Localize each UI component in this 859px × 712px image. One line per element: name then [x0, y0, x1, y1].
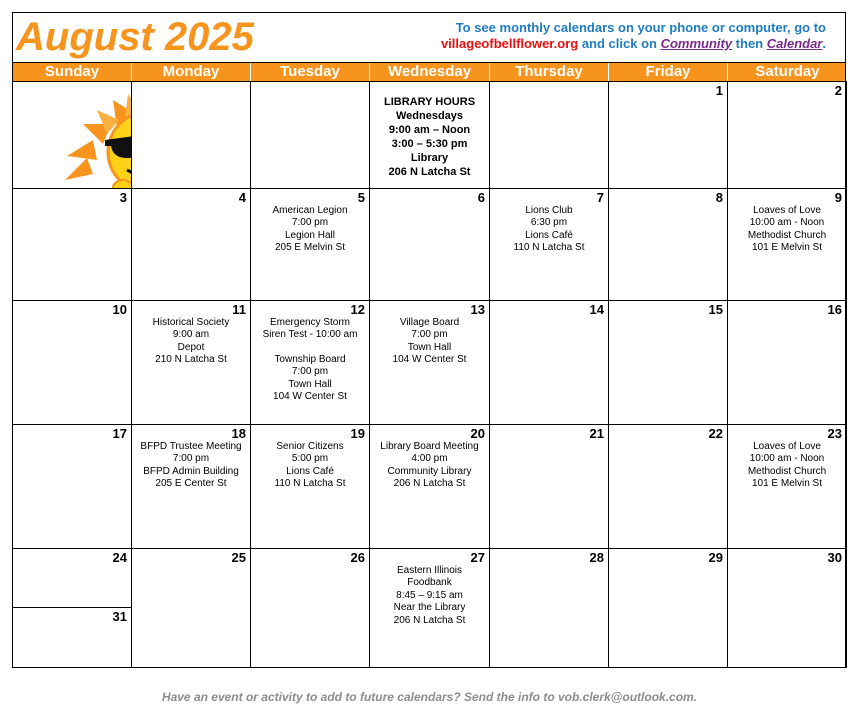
- event-library-board-meeting: [370, 441, 489, 491]
- event-senior-citizens: [251, 441, 369, 491]
- header-note-line1: To see monthly calendars on your phone or computer, go to: [455, 20, 826, 35]
- day-number: 5: [357, 190, 365, 205]
- event-village-board: [370, 317, 489, 367]
- event-line: 10:00 am - Noon: [749, 453, 825, 465]
- library-hours-afternoon: 3:00 – 5:30 pm: [391, 138, 468, 150]
- library-hours-morning: 9:00 am – Noon: [388, 124, 471, 136]
- library-hours-address: 206 N Latcha St: [388, 166, 471, 178]
- weekday-saturday: Saturday: [755, 63, 820, 80]
- day-cell: [132, 548, 251, 668]
- weekday-monday: Monday: [132, 63, 251, 81]
- day-cell-empty: [13, 81, 132, 188]
- event-line: Community Library: [387, 465, 472, 477]
- event-line: 110 N Latcha St: [274, 478, 346, 490]
- event-line: American Legion: [272, 205, 348, 216]
- event-line: Depot: [177, 341, 205, 353]
- library-hours-cell: [370, 81, 490, 188]
- library-hours-day: Wednesdays: [395, 110, 464, 122]
- event-line: 8:45 – 9:15 am: [396, 589, 463, 601]
- event-line: Senior Citizens: [276, 441, 344, 452]
- weekday-friday: Friday: [609, 63, 728, 81]
- event-line: 206 N Latcha St: [393, 478, 466, 490]
- day-cell: [728, 188, 847, 300]
- day-number: 7: [596, 190, 604, 205]
- day-cell: [132, 300, 251, 424]
- day-number: 30: [827, 550, 842, 565]
- event-line: 210 N Latcha St: [155, 354, 227, 366]
- day-cell-empty: [490, 81, 609, 188]
- library-hours-heading: LIBRARY HOURS: [383, 96, 476, 108]
- event-line: Emergency Storm: [269, 317, 351, 328]
- header-note: [380, 20, 826, 52]
- event-line: Lions Café: [286, 465, 334, 477]
- event-line: Loaves of Love: [753, 441, 821, 452]
- event-historical-society: [132, 317, 250, 367]
- day-cell: [370, 424, 490, 548]
- event-eastern-illinois-foodbank: [370, 565, 489, 627]
- event-line: BFPD Trustee Meeting: [140, 441, 242, 452]
- footer-note: Have an event or activity to add to future calendars? Send the info to vob.clerk@outlook.com.: [161, 690, 698, 704]
- day-cell: [728, 81, 847, 188]
- day-number: 13: [470, 302, 485, 317]
- day-number: 27: [470, 550, 485, 565]
- day-cell: [13, 424, 132, 548]
- day-number: 15: [708, 302, 723, 317]
- weekday-thursday: Thursday: [490, 63, 609, 81]
- event-line: Siren Test - 10:00 am: [262, 329, 358, 341]
- day-number: 28: [589, 550, 604, 565]
- weekday-header-row: [12, 62, 846, 82]
- event-line: Loaves of Love: [753, 205, 821, 216]
- event-line: Eastern Illinois: [396, 565, 463, 576]
- event-line: BFPD Admin Building: [143, 465, 239, 477]
- day-number: 18: [231, 426, 246, 441]
- event-line: 7:00 pm: [291, 217, 329, 229]
- event-line: 6:30 pm: [530, 217, 568, 229]
- day-number: 31: [112, 609, 127, 624]
- event-line: Methodist Church: [747, 465, 827, 477]
- day-cell-empty: [132, 81, 251, 188]
- day-number: 29: [708, 550, 723, 565]
- day-cell: [609, 81, 728, 188]
- day-cell: [251, 188, 370, 300]
- header-note-then: then: [732, 36, 767, 51]
- event-line: Legion Hall: [284, 229, 336, 241]
- day-number: 4: [238, 190, 246, 205]
- event-line: 7:00 pm: [411, 329, 448, 341]
- day-cell: [609, 548, 728, 668]
- event-spacer: [253, 342, 367, 354]
- event-line: Village Board: [399, 317, 460, 328]
- weekday-sunday: Sunday: [13, 63, 132, 81]
- day-cell: [609, 424, 728, 548]
- event-line: Town Hall: [407, 341, 452, 353]
- day-number: 16: [827, 302, 842, 317]
- event-line: 110 N Latcha St: [513, 242, 585, 254]
- sun-with-sunglasses-icon: [53, 88, 132, 188]
- day-cell: [728, 300, 847, 424]
- day-number: 23: [827, 426, 842, 441]
- day-number: 26: [350, 550, 365, 565]
- event-line: Lions Café: [525, 229, 573, 241]
- library-hours-info: [370, 95, 489, 179]
- day-cell: [251, 300, 370, 424]
- event-line: Township Board: [274, 353, 346, 365]
- day-number: 2: [834, 83, 842, 98]
- day-cell-split: [13, 548, 132, 668]
- split-divider: [13, 607, 131, 608]
- library-hours-place: Library: [410, 152, 449, 164]
- event-line: 205 E Center St: [155, 478, 227, 490]
- calendar-link[interactable]: Calendar: [766, 36, 823, 51]
- day-cell: [490, 424, 609, 548]
- day-number: 11: [232, 302, 246, 317]
- event-american-legion: [251, 205, 369, 255]
- header-note-mid: and click on: [578, 36, 661, 51]
- day-number: 3: [119, 190, 127, 205]
- day-number: 12: [350, 302, 365, 317]
- event-line: 104 W Center St: [392, 354, 467, 366]
- day-number: 22: [708, 426, 723, 441]
- day-cell: [609, 300, 728, 424]
- day-number: 14: [589, 302, 604, 317]
- day-cell-empty: [251, 81, 370, 188]
- event-loaves-of-love: [728, 205, 846, 255]
- event-line: 101 E Melvin St: [751, 242, 823, 254]
- day-cell: [251, 548, 370, 668]
- day-number: 25: [231, 550, 246, 565]
- event-line: 101 E Melvin St: [751, 478, 823, 490]
- day-cell: [13, 188, 132, 300]
- event-line: Historical Society: [152, 317, 230, 328]
- event-lions-club: [490, 205, 608, 255]
- event-line: 206 N Latcha St: [393, 614, 466, 626]
- event-line: 7:00 pm: [172, 453, 210, 465]
- event-line: 104 W Center St: [273, 391, 347, 403]
- day-cell: [13, 300, 132, 424]
- event-line: 205 E Melvin St: [274, 242, 346, 254]
- day-cell: [370, 188, 490, 300]
- day-number: 17: [112, 426, 127, 441]
- page-title: August 2025: [16, 15, 254, 59]
- event-line: Library Board Meeting: [380, 441, 479, 452]
- event-siren-test-and-township-board: [251, 317, 369, 403]
- day-cell: [132, 188, 251, 300]
- day-number: 8: [715, 190, 723, 205]
- day-cell: [728, 548, 847, 668]
- day-cell: [490, 548, 609, 668]
- website-link[interactable]: villageofbellflower.org: [440, 36, 579, 51]
- event-loaves-of-love: [728, 441, 846, 491]
- event-line: Methodist Church: [747, 229, 827, 241]
- weekday-wednesday: Wednesday: [370, 63, 490, 81]
- day-number: 21: [589, 426, 604, 441]
- day-number: 20: [470, 426, 485, 441]
- weekday-tuesday: Tuesday: [251, 63, 370, 81]
- event-line: Town Hall: [288, 378, 332, 390]
- day-number: 10: [112, 302, 127, 317]
- event-line: 10:00 am - Noon: [749, 217, 825, 229]
- day-cell: [728, 424, 847, 548]
- event-line: Near the Library: [393, 602, 466, 614]
- calendar-grid: [12, 81, 846, 668]
- event-line: 4:00 pm: [411, 453, 448, 465]
- day-cell: [251, 424, 370, 548]
- day-cell: [490, 300, 609, 424]
- event-line: 5:00 pm: [291, 453, 329, 465]
- day-cell: [370, 300, 490, 424]
- header-note-end: .: [822, 36, 826, 51]
- community-link[interactable]: Community: [660, 36, 733, 51]
- day-cell: [370, 548, 490, 668]
- day-cell: [132, 424, 251, 548]
- event-line: 7:00 pm: [291, 366, 329, 378]
- day-number: 1: [715, 83, 723, 98]
- header-note-line2: [380, 36, 826, 52]
- event-line: Foodbank: [407, 577, 452, 589]
- day-number: 9: [834, 190, 842, 205]
- event-line: Lions Club: [525, 205, 573, 216]
- day-number: 6: [477, 190, 485, 205]
- day-cell: [490, 188, 609, 300]
- day-number: 24: [112, 550, 127, 565]
- day-number: 19: [350, 426, 365, 441]
- event-line: 9:00 am: [172, 329, 210, 341]
- event-bfpd-trustee-meeting: [132, 441, 250, 491]
- day-cell: [609, 188, 728, 300]
